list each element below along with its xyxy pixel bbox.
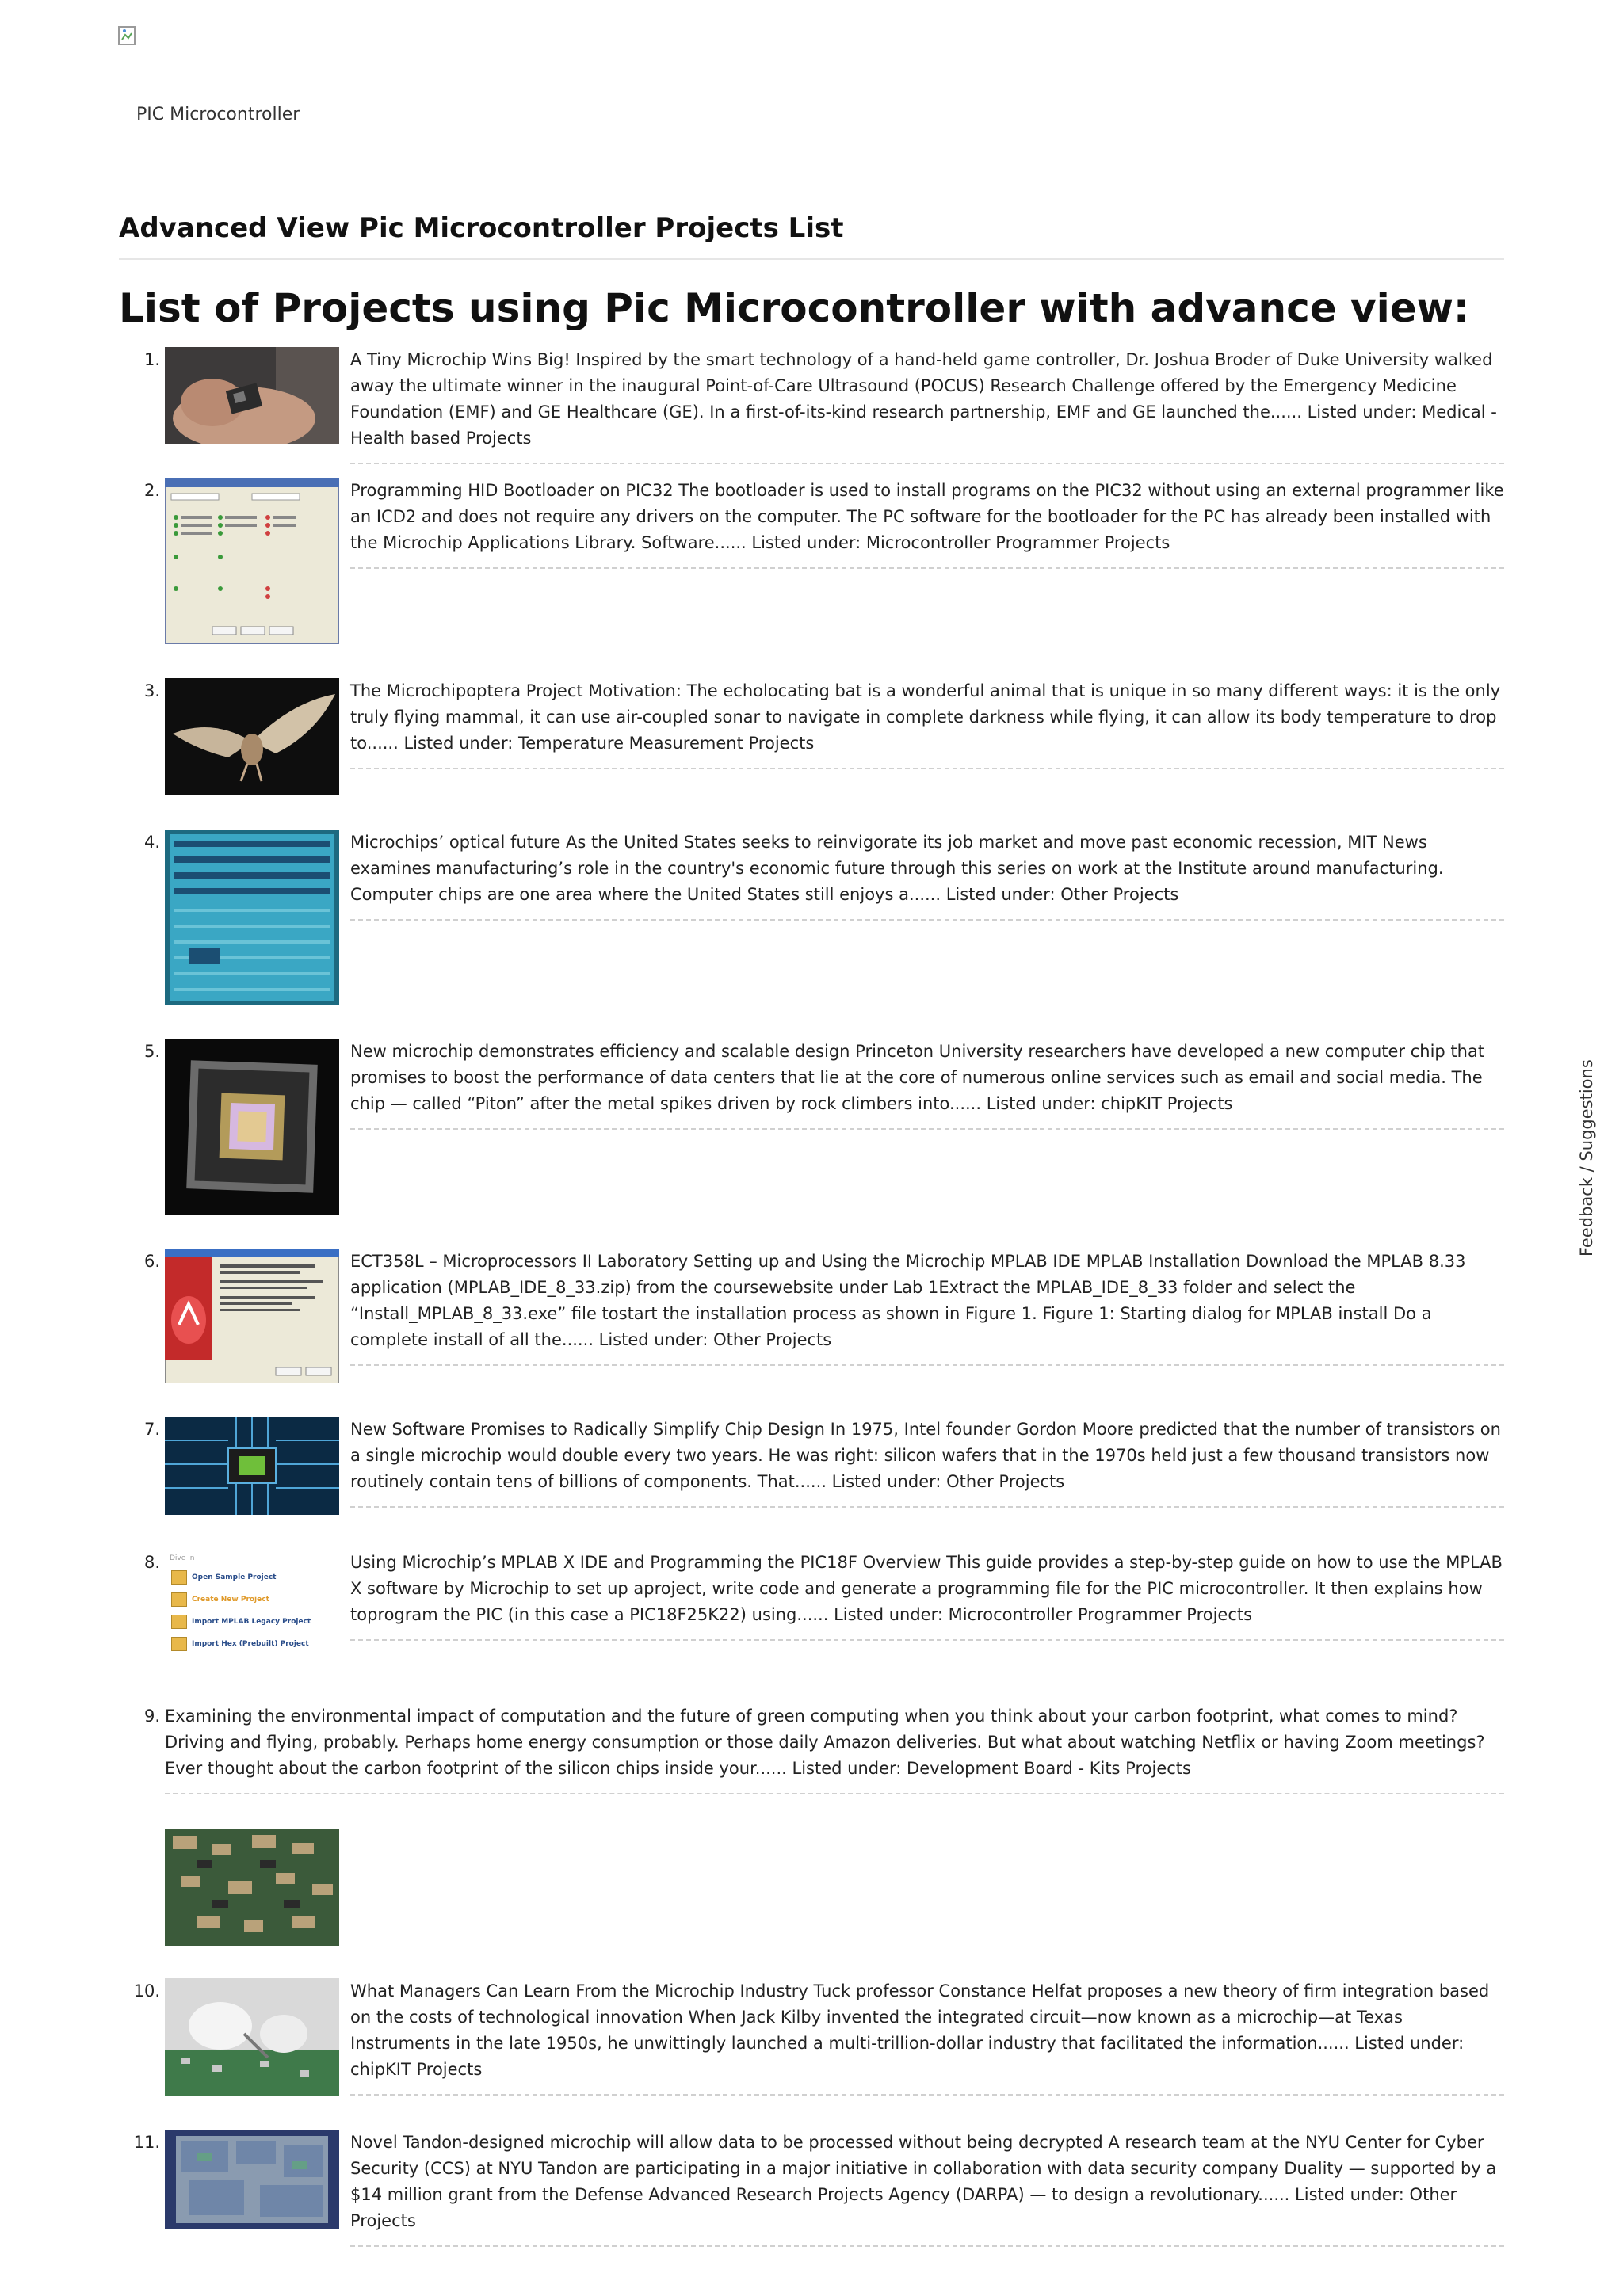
item-number: 11. [133, 2133, 160, 2152]
thumb-label: Dive In [170, 1554, 195, 1562]
item-thumbnail[interactable] [165, 1829, 339, 1946]
item-number: 10. [133, 1981, 160, 2000]
item-description[interactable]: A Tiny Microchip Wins Big! Inspired by the smart technology of a hand-held game controller, Dr. Joshua Broder of Duke University walked away the ultimate winner in the inaugural Point-of-Care Ultrasound (POCUS) Research Challenge offered by the Emergency Medicine Foundation (EMF) and GE Healthcare (GE). In a first-of-its-kind research partnership, EMF and GE launched the...... Listed under: Medical - Health based Projects [350, 347, 1504, 464]
item-description[interactable]: The Microchipoptera Project Motivation: The echolocating bat is a wonderful animal that is unique in so many different ways: it is the only truly flying mammal, it can use air-coupled sonar to navigate in complete darkness while flying, it can allow its body temperature to drop to...... Listed under: Temperature Measurement Projects [350, 678, 1504, 769]
item-number: 4. [143, 833, 160, 852]
section-title: Advanced View Pic Microcontroller Projects List [119, 212, 1504, 260]
item-thumbnail[interactable] [165, 1417, 339, 1515]
item-number: 8. [143, 1553, 160, 1572]
item-description[interactable]: Novel Tandon-designed microchip will allow data to be processed without being decrypted A research team at the NYU Center for Cyber Security (CCS) at NYU Tandon are participating in a major initiative in collaboration with data security company Duality — supported by a $14 million grant from the Defense Advanced Research Projects Agency (DARPA) — to design a revolutionary...... Listed under: Other Projects [350, 2130, 1504, 2247]
folder-icon [171, 1570, 187, 1585]
item-description[interactable]: New Software Promises to Radically Simplify Chip Design In 1975, Intel founder Gordon Moore predicted that the number of transistors on a single microchip would double every two years. He was right: silicon wafers that in the 1970s held just a few thousand transistors now routinely contain tens of billions of components. That...... Listed under: Other Projects [350, 1417, 1504, 1508]
item-thumbnail[interactable] [165, 478, 339, 644]
page-title: List of Projects using Pic Microcontroller with advance view: [119, 285, 1469, 331]
folder-icon [171, 1637, 187, 1651]
thumb-label: Create New Project [192, 1596, 269, 1604]
thumb-label: Open Sample Project [192, 1573, 277, 1581]
item-number: 6. [143, 1252, 160, 1271]
item-description[interactable]: Microchips’ optical future As the United States seeks to reinvigorate its job market and move past economic recession, MIT News examines manufacturing’s role in the country's economic future through this series on work at the Institute around manufacturing. Computer chips are one area where the United States still enjoys a...... Listed under: Other Projects [350, 830, 1504, 921]
item-thumbnail[interactable] [165, 830, 339, 1005]
item-description[interactable]: New microchip demonstrates efficiency and scalable design Princeton University researchers have developed a new computer chip that promises to boost the performance of data centers that lie at the core of numerous online services such as email and social media. The chip — called “Piton” after the metal spikes driven by rock climbers into...... Listed under: chipKIT Projects [350, 1039, 1504, 1130]
item-description[interactable]: Programming HID Bootloader on PIC32 The bootloader is used to install programs on the PIC32 without using an external programmer like an ICD2 and does not require any drivers on the computer. The PC software for the bootloader for the PC has already been installed with the Microchip Applications Library. Software...... Listed under: Microcontroller Programmer Projects [350, 478, 1504, 569]
item-thumbnail[interactable] [165, 1550, 339, 1669]
feedback-label[interactable]: Feedback / Suggestions [1577, 1059, 1596, 1257]
broken-image-icon [117, 25, 139, 48]
thumb-label: Import Hex (Prebuilt) Project [192, 1640, 309, 1648]
item-thumbnail[interactable] [165, 2130, 339, 2229]
item-thumbnail[interactable] [165, 1039, 339, 1215]
thumb-label: Import MPLAB Legacy Project [192, 1618, 311, 1626]
item-description[interactable]: Using Microchip’s MPLAB X IDE and Programming the PIC18F Overview This guide provides a step-by-step guide on how to use the MPLAB X software by Microchip to set up aproject, write code and generate a programming file for the PIC microcontroller. It then explains how toprogram the PIC (in this case a PIC18F25K22) using...... Listed under: Microcontroller Programmer Projects [350, 1550, 1504, 1641]
item-thumbnail[interactable] [165, 347, 339, 444]
item-number: 3. [143, 681, 160, 700]
item-number: 9. [143, 1707, 160, 1726]
item-description[interactable]: What Managers Can Learn From the Microchip Industry Tuck professor Constance Helfat proposes a new theory of firm integration based on the costs of technological innovation When Jack Kilby invented the integrated circuit—now known as a microchip—at Texas Instruments in the late 1950s, he unwittingly launched a multi-trillion-dollar industry that facilitated the information...... Listed under: chipKIT Projects [350, 1978, 1504, 2096]
item-number: 7. [143, 1420, 160, 1439]
item-number: 5. [143, 1042, 160, 1061]
item-thumbnail[interactable] [165, 1978, 339, 2096]
item-description[interactable]: ECT358L – Microprocessors II Laboratory Setting up and Using the Microchip MPLAB IDE MPLAB Installation Download the MPLAB 8.33 application (MPLAB_IDE_8_33.zip) from the coursewebsite under Lab 1Extract the MPLAB_IDE_8_33 folder and select the “Install_MPLAB_8_33.exe” file tostart the installation process as shown in Figure 1. Figure 1: Starting dialog for MPLAB install Do a complete install of all the...... Listed under: Other Projects [350, 1249, 1504, 1366]
breadcrumb[interactable]: PIC Microcontroller [136, 105, 300, 124]
item-thumbnail[interactable] [165, 1249, 339, 1383]
folder-icon [171, 1592, 187, 1607]
item-number: 2. [143, 481, 160, 500]
item-thumbnail[interactable] [165, 678, 339, 795]
item-number: 1. [143, 350, 160, 369]
item-description[interactable]: Examining the environmental impact of computation and the future of green computing when you think about your carbon footprint, what comes to mind? Driving and flying, probably. Perhaps home energy consumption or those daily Amazon deliveries. But what about watching Netflix or having Zoom meetings? Ever thought about the carbon footprint of the silicon chips inside your...... Listed under: Development Board - Kits Projects [165, 1703, 1504, 1794]
folder-icon [171, 1615, 187, 1629]
